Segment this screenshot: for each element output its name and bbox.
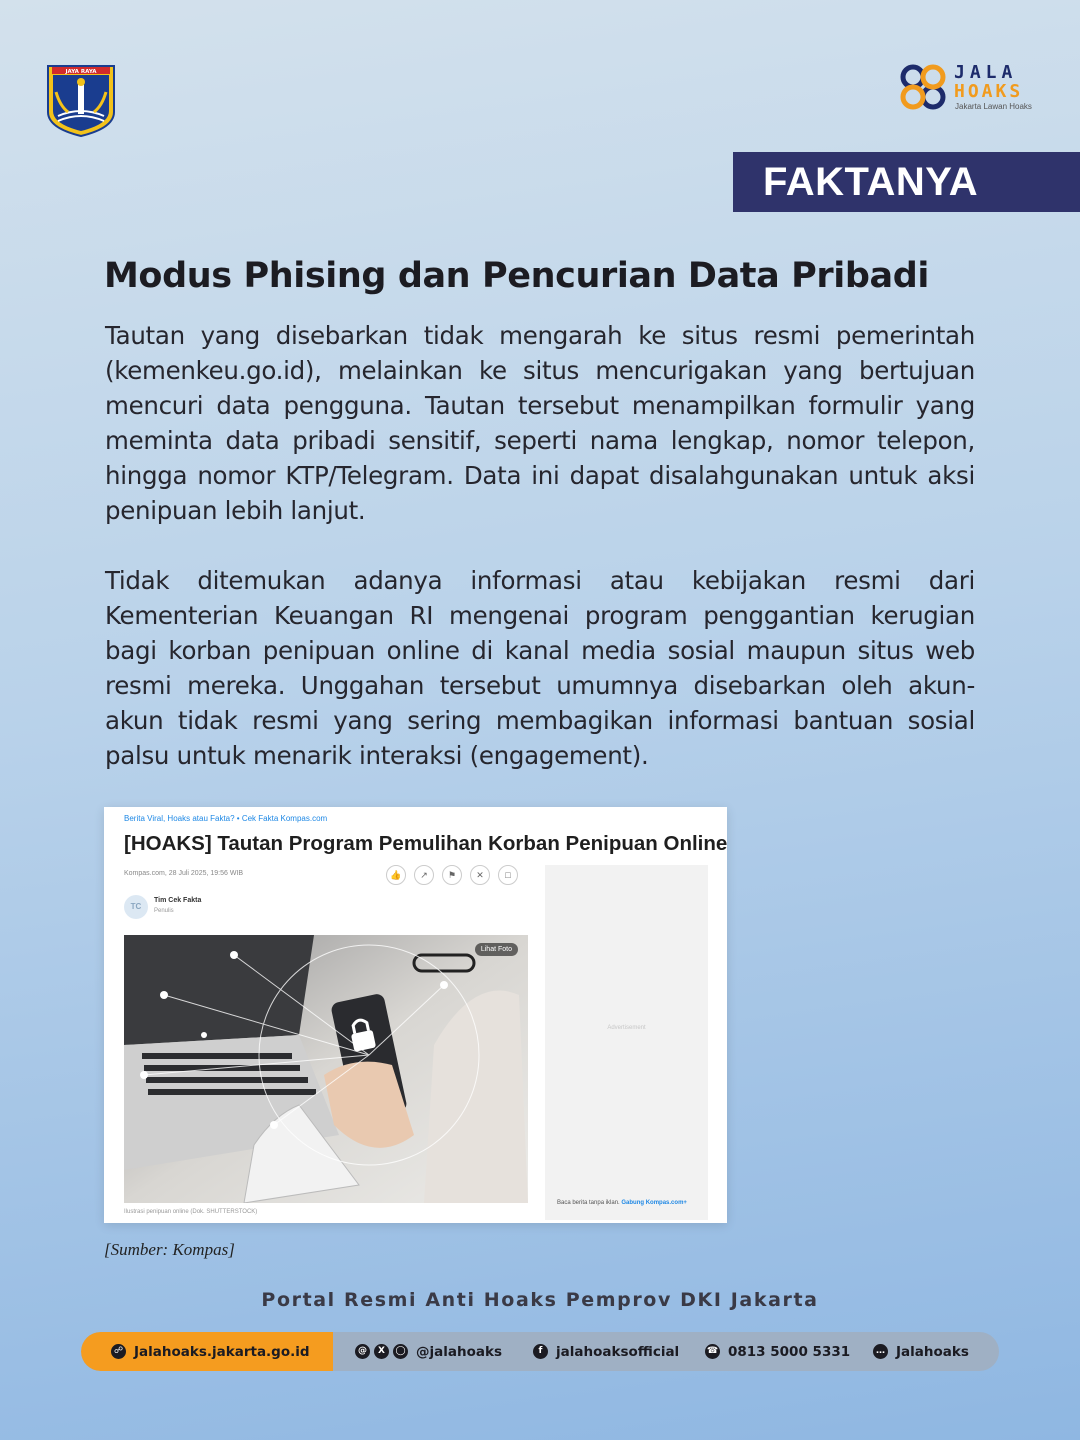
paragraph-2: Tidak ditemukan adanya informasi atau kebijakan resmi dari Kementerian Keuangan RI mengenai program penggantian kerugian bagi korban penipuan online di kanal media sosial maupun situs web resmi mereka. Unggahan tersebut umumnya disebarkan oleh akun-akun tidak resmi yang sering membagikan informasi bantuan sosial palsu untuk menarik interaksi (engagement).: [105, 566, 975, 770]
dki-jakarta-emblem-logo: [44, 62, 118, 138]
globe-icon: ☍: [111, 1344, 126, 1359]
contact-footer: [81, 1332, 999, 1371]
ad-footer: [557, 1200, 687, 1206]
article-actions: [386, 865, 518, 885]
ad-footer-link[interactable]: Gabung Kompas.com+: [621, 1200, 687, 1206]
author-name: Tim Cek Fakta: [154, 897, 202, 904]
author-role: Penulis: [154, 908, 174, 914]
facebook-text: jalahoaksofficial: [556, 1343, 680, 1360]
article-meta: Kompas.com, 28 Juli 2025, 19:56 WIB: [124, 870, 244, 877]
svg-text:JAYA RAYA: JAYA RAYA: [65, 69, 97, 75]
like-icon: 👍: [386, 865, 406, 885]
advertisement-panel: [545, 865, 708, 1220]
view-photo-button[interactable]: Lihat Foto: [475, 943, 518, 956]
website-link[interactable]: [111, 1332, 310, 1371]
paragraph-1: Tautan yang disebarkan tidak mengarah ke situs resmi pemerintah (kemenkeu.go.id), melainkan ke situs mencurigakan yang bertujuan mencuri data pengguna. Tautan tersebut menampilkan formulir yang meminta data pribadi sensitif, seperti nama lengkap, nomor telepon, hingga nomor KTP/Telegram. Data ini dapat disalahgunakan untuk aksi penipuan lebih lanjut.: [105, 321, 975, 525]
comment-icon: □: [498, 865, 518, 885]
instagram-icon: ◯: [393, 1344, 408, 1359]
faktanya-banner: FAKTANYA: [733, 152, 1080, 212]
author-avatar: TC: [124, 895, 148, 919]
article-photo: [124, 935, 528, 1203]
chat-text: Jalahoaks: [896, 1343, 969, 1360]
laptop-phone-lock-illustration: [124, 935, 528, 1203]
chat-link[interactable]: [873, 1332, 969, 1371]
facebook-icon: f: [533, 1344, 548, 1359]
trash-icon: ✕: [470, 865, 490, 885]
social-handle-link[interactable]: [355, 1332, 502, 1371]
source-credit: [Sumber: Kompas]: [104, 1240, 235, 1259]
article-screenshot: [104, 807, 727, 1223]
brand-jala-text: JALA: [954, 62, 1018, 83]
ad-label: Advertisement: [607, 1025, 646, 1031]
headline: Modus Phising dan Pencurian Data Pribadi: [104, 256, 929, 296]
jalahoaks-mark-icon: [898, 62, 948, 112]
article-breadcrumb: Berita Viral, Hoaks atau Fakta? • Cek Fakta Kompas.com: [124, 814, 328, 823]
photo-caption: Ilustrasi penipuan online (Dok. SHUTTERSTOCK): [124, 1209, 258, 1215]
whatsapp-link[interactable]: [705, 1332, 850, 1371]
brand-tagline: Jakarta Lawan Hoaks: [955, 102, 1032, 111]
x-icon: X: [374, 1344, 389, 1359]
website-text: Jalahoaks.jakarta.go.id: [134, 1343, 310, 1360]
share-icon: ↗: [414, 865, 434, 885]
portal-tagline: Portal Resmi Anti Hoaks Pemprov DKI Jakarta: [261, 1289, 819, 1311]
brand-hoaks-text: HOAKS: [954, 81, 1024, 102]
social-icons: [355, 1344, 408, 1359]
ad-footer-text: Baca berita tanpa iklan.: [557, 1200, 620, 1206]
social-handle-text: @jalahoaks: [416, 1343, 502, 1360]
jalahoaks-brand-logo: [898, 62, 1048, 112]
bookmark-icon: ⚑: [442, 865, 462, 885]
threads-icon: @: [355, 1344, 370, 1359]
article-title: [HOAKS] Tautan Program Pemulihan Korban Penipuan Online: [124, 832, 727, 855]
chat-icon: …: [873, 1344, 888, 1359]
whatsapp-icon: ☎: [705, 1344, 720, 1359]
whatsapp-text: 0813 5000 5331: [728, 1343, 851, 1360]
facebook-link[interactable]: [533, 1332, 679, 1371]
